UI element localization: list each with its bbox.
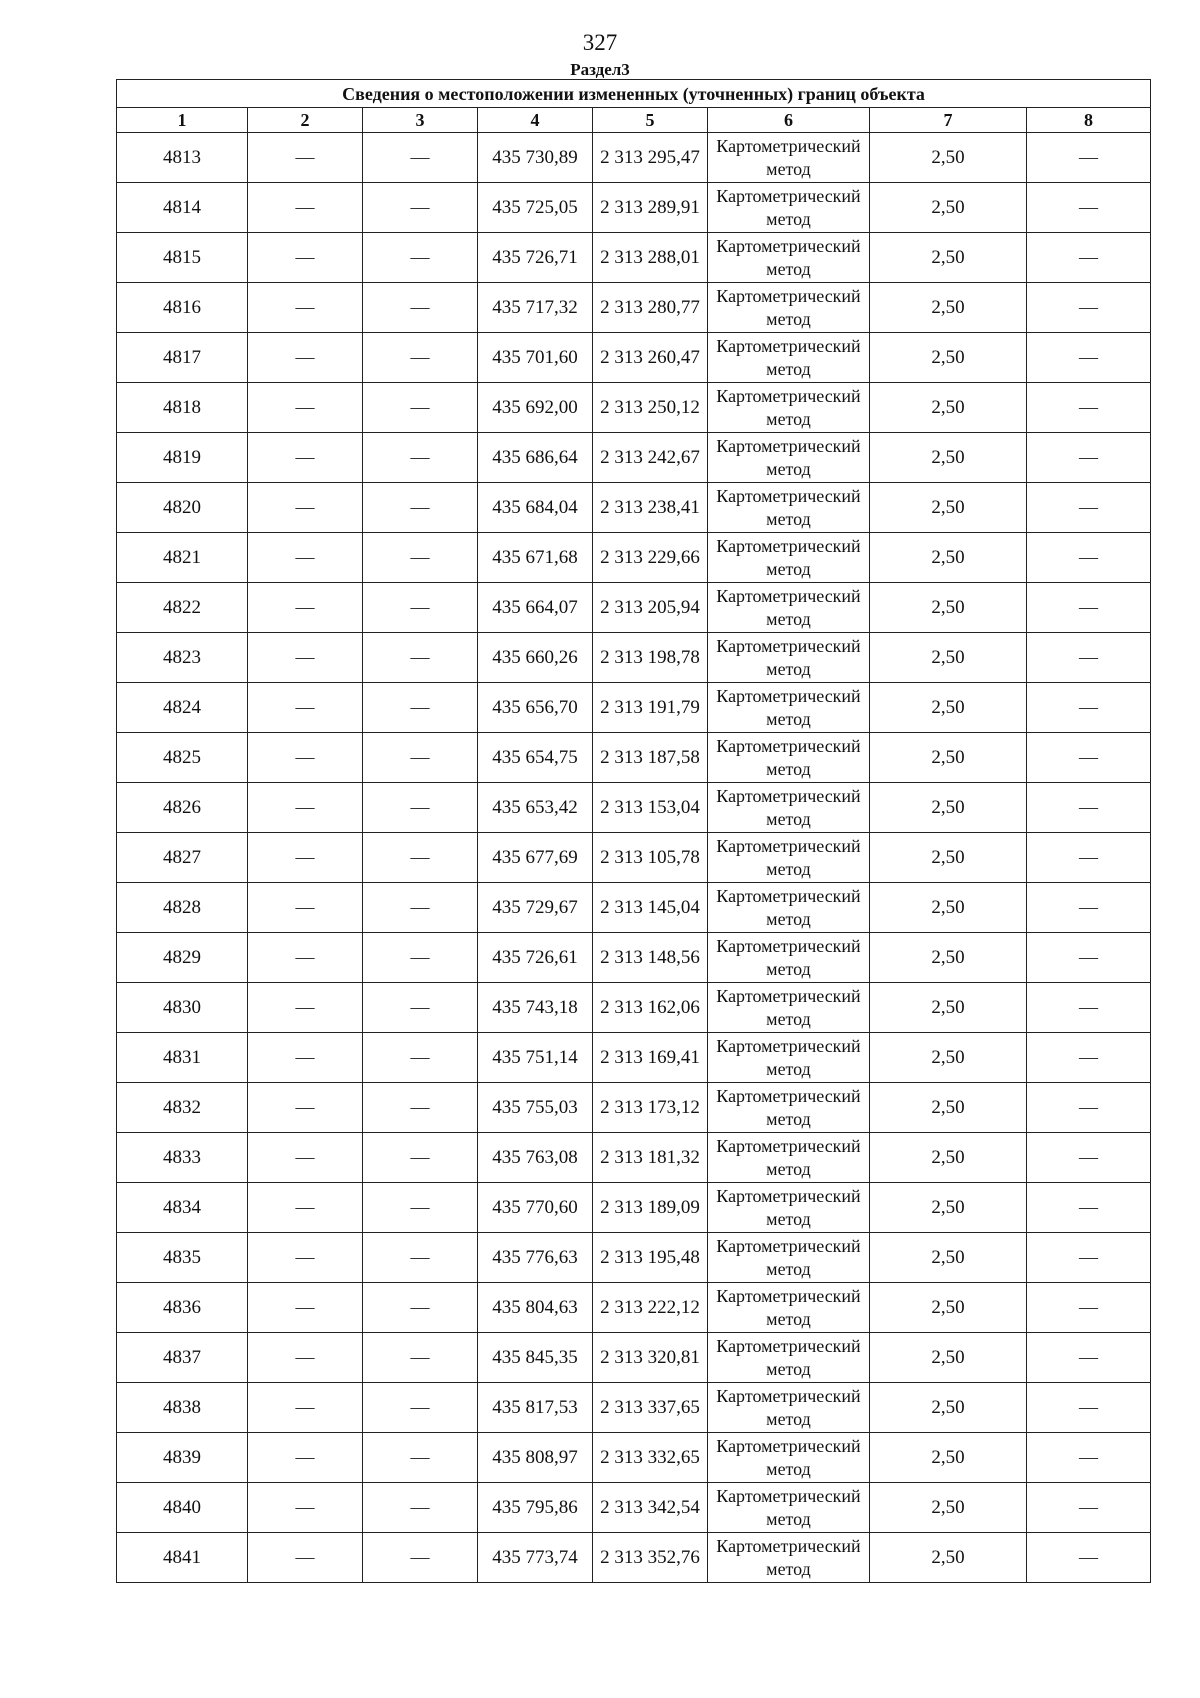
table-row bbox=[117, 183, 1151, 233]
coord-x-cell: 435 776,63 bbox=[478, 1233, 593, 1283]
column-number-1: 1 bbox=[117, 108, 248, 133]
method-cell: Картометрический метод bbox=[708, 833, 870, 883]
coord-y-cell: 2 313 148,56 bbox=[593, 933, 708, 983]
col-3-cell: — bbox=[363, 733, 478, 783]
coord-y-cell: 2 313 242,67 bbox=[593, 433, 708, 483]
col-3-cell: — bbox=[363, 983, 478, 1033]
col-8-cell: — bbox=[1027, 1083, 1151, 1133]
col-8-cell: — bbox=[1027, 583, 1151, 633]
col-3-cell: — bbox=[363, 533, 478, 583]
col-3-cell: — bbox=[363, 1533, 478, 1583]
point-number-cell: 4841 bbox=[117, 1533, 248, 1583]
col-3-cell: — bbox=[363, 1133, 478, 1183]
col-3-cell: — bbox=[363, 833, 478, 883]
col-3-cell: — bbox=[363, 1483, 478, 1533]
coord-y-cell: 2 313 342,54 bbox=[593, 1483, 708, 1533]
column-number-5: 5 bbox=[593, 108, 708, 133]
table-row bbox=[117, 833, 1151, 883]
table-row bbox=[117, 1533, 1151, 1583]
precision-cell: 2,50 bbox=[870, 983, 1027, 1033]
coord-x-cell: 435 726,61 bbox=[478, 933, 593, 983]
coord-x-cell: 435 845,35 bbox=[478, 1333, 593, 1383]
precision-cell: 2,50 bbox=[870, 1433, 1027, 1483]
table-row bbox=[117, 583, 1151, 633]
coord-x-cell: 435 770,60 bbox=[478, 1183, 593, 1233]
col-2-cell: — bbox=[248, 783, 363, 833]
coord-y-cell: 2 313 288,01 bbox=[593, 233, 708, 283]
col-2-cell: — bbox=[248, 1233, 363, 1283]
col-2-cell: — bbox=[248, 533, 363, 583]
point-number-cell: 4834 bbox=[117, 1183, 248, 1233]
point-number-cell: 4826 bbox=[117, 783, 248, 833]
col-8-cell: — bbox=[1027, 733, 1151, 783]
table-row bbox=[117, 633, 1151, 683]
table-row bbox=[117, 533, 1151, 583]
coord-y-cell: 2 313 205,94 bbox=[593, 583, 708, 633]
coord-x-cell: 435 654,75 bbox=[478, 733, 593, 783]
col-2-cell: — bbox=[248, 683, 363, 733]
col-2-cell: — bbox=[248, 483, 363, 533]
col-3-cell: — bbox=[363, 1233, 478, 1283]
point-number-cell: 4819 bbox=[117, 433, 248, 483]
col-2-cell: — bbox=[248, 833, 363, 883]
point-number-cell: 4829 bbox=[117, 933, 248, 983]
coord-y-cell: 2 313 332,65 bbox=[593, 1433, 708, 1483]
col-2-cell: — bbox=[248, 633, 363, 683]
col-2-cell: — bbox=[248, 283, 363, 333]
coord-y-cell: 2 313 153,04 bbox=[593, 783, 708, 833]
precision-cell: 2,50 bbox=[870, 483, 1027, 533]
table-row bbox=[117, 1433, 1151, 1483]
coord-x-cell: 435 804,63 bbox=[478, 1283, 593, 1333]
col-8-cell: — bbox=[1027, 333, 1151, 383]
table-row bbox=[117, 1033, 1151, 1083]
precision-cell: 2,50 bbox=[870, 633, 1027, 683]
coord-x-cell: 435 743,18 bbox=[478, 983, 593, 1033]
coord-x-cell: 435 656,70 bbox=[478, 683, 593, 733]
point-number-cell: 4827 bbox=[117, 833, 248, 883]
column-number-2: 2 bbox=[248, 108, 363, 133]
coord-y-cell: 2 313 169,41 bbox=[593, 1033, 708, 1083]
method-cell: Картометрический метод bbox=[708, 1333, 870, 1383]
coord-y-cell: 2 313 187,58 bbox=[593, 733, 708, 783]
coord-x-cell: 435 725,05 bbox=[478, 183, 593, 233]
coord-y-cell: 2 313 352,76 bbox=[593, 1533, 708, 1583]
col-2-cell: — bbox=[248, 1383, 363, 1433]
method-cell: Картометрический метод bbox=[708, 283, 870, 333]
table-row bbox=[117, 383, 1151, 433]
table-row bbox=[117, 1333, 1151, 1383]
col-3-cell: — bbox=[363, 283, 478, 333]
col-8-cell: — bbox=[1027, 383, 1151, 433]
method-cell: Картометрический метод bbox=[708, 933, 870, 983]
coord-x-cell: 435 664,07 bbox=[478, 583, 593, 633]
point-number-cell: 4838 bbox=[117, 1383, 248, 1433]
precision-cell: 2,50 bbox=[870, 333, 1027, 383]
col-8-cell: — bbox=[1027, 1433, 1151, 1483]
coord-x-cell: 435 808,97 bbox=[478, 1433, 593, 1483]
col-3-cell: — bbox=[363, 1183, 478, 1233]
col-8-cell: — bbox=[1027, 433, 1151, 483]
precision-cell: 2,50 bbox=[870, 383, 1027, 433]
col-3-cell: — bbox=[363, 1283, 478, 1333]
point-number-cell: 4830 bbox=[117, 983, 248, 1033]
point-number-cell: 4828 bbox=[117, 883, 248, 933]
point-number-cell: 4814 bbox=[117, 183, 248, 233]
precision-cell: 2,50 bbox=[870, 183, 1027, 233]
col-8-cell: — bbox=[1027, 533, 1151, 583]
precision-cell: 2,50 bbox=[870, 1083, 1027, 1133]
point-number-cell: 4816 bbox=[117, 283, 248, 333]
col-8-cell: — bbox=[1027, 183, 1151, 233]
col-3-cell: — bbox=[363, 1083, 478, 1133]
col-3-cell: — bbox=[363, 883, 478, 933]
precision-cell: 2,50 bbox=[870, 1133, 1027, 1183]
col-2-cell: — bbox=[248, 233, 363, 283]
precision-cell: 2,50 bbox=[870, 733, 1027, 783]
method-cell: Картометрический метод bbox=[708, 633, 870, 683]
table-row bbox=[117, 483, 1151, 533]
coord-x-cell: 435 671,68 bbox=[478, 533, 593, 583]
precision-cell: 2,50 bbox=[870, 283, 1027, 333]
col-2-cell: — bbox=[248, 433, 363, 483]
table-caption: Сведения о местоположении измененных (уточненных) границ объекта bbox=[117, 80, 1151, 108]
col-3-cell: — bbox=[363, 1433, 478, 1483]
coord-x-cell: 435 755,03 bbox=[478, 1083, 593, 1133]
coord-x-cell: 435 730,89 bbox=[478, 133, 593, 183]
col-8-cell: — bbox=[1027, 633, 1151, 683]
col-3-cell: — bbox=[363, 233, 478, 283]
precision-cell: 2,50 bbox=[870, 583, 1027, 633]
table-row bbox=[117, 1083, 1151, 1133]
col-8-cell: — bbox=[1027, 233, 1151, 283]
coord-y-cell: 2 313 337,65 bbox=[593, 1383, 708, 1433]
col-3-cell: — bbox=[363, 133, 478, 183]
coord-x-cell: 435 717,32 bbox=[478, 283, 593, 333]
method-cell: Картометрический метод bbox=[708, 233, 870, 283]
precision-cell: 2,50 bbox=[870, 233, 1027, 283]
col-3-cell: — bbox=[363, 933, 478, 983]
col-3-cell: — bbox=[363, 583, 478, 633]
col-2-cell: — bbox=[248, 1533, 363, 1583]
coord-y-cell: 2 313 295,47 bbox=[593, 133, 708, 183]
method-cell: Картометрический метод bbox=[708, 1083, 870, 1133]
point-number-cell: 4840 bbox=[117, 1483, 248, 1533]
precision-cell: 2,50 bbox=[870, 1183, 1027, 1233]
precision-cell: 2,50 bbox=[870, 533, 1027, 583]
table-row bbox=[117, 333, 1151, 383]
coord-y-cell: 2 313 289,91 bbox=[593, 183, 708, 233]
col-2-cell: — bbox=[248, 1333, 363, 1383]
col-3-cell: — bbox=[363, 783, 478, 833]
table-body bbox=[117, 133, 1151, 1583]
coord-x-cell: 435 701,60 bbox=[478, 333, 593, 383]
col-3-cell: — bbox=[363, 633, 478, 683]
col-8-cell: — bbox=[1027, 1283, 1151, 1333]
col-8-cell: — bbox=[1027, 883, 1151, 933]
coord-x-cell: 435 751,14 bbox=[478, 1033, 593, 1083]
table-row bbox=[117, 1283, 1151, 1333]
column-number-6: 6 bbox=[708, 108, 870, 133]
method-cell: Картометрический метод bbox=[708, 683, 870, 733]
col-8-cell: — bbox=[1027, 1333, 1151, 1383]
method-cell: Картометрический метод bbox=[708, 133, 870, 183]
precision-cell: 2,50 bbox=[870, 683, 1027, 733]
point-number-cell: 4821 bbox=[117, 533, 248, 583]
method-cell: Картометрический метод bbox=[708, 533, 870, 583]
method-cell: Картометрический метод bbox=[708, 1233, 870, 1283]
col-8-cell: — bbox=[1027, 1483, 1151, 1533]
table-row bbox=[117, 783, 1151, 833]
col-2-cell: — bbox=[248, 1133, 363, 1183]
method-cell: Картометрический метод bbox=[708, 783, 870, 833]
point-number-cell: 4831 bbox=[117, 1033, 248, 1083]
col-2-cell: — bbox=[248, 333, 363, 383]
table-row bbox=[117, 933, 1151, 983]
point-number-cell: 4815 bbox=[117, 233, 248, 283]
method-cell: Картометрический метод bbox=[708, 1183, 870, 1233]
col-8-cell: — bbox=[1027, 1383, 1151, 1433]
col-2-cell: — bbox=[248, 1283, 363, 1333]
method-cell: Картометрический метод bbox=[708, 333, 870, 383]
col-8-cell: — bbox=[1027, 833, 1151, 883]
table-row bbox=[117, 1483, 1151, 1533]
coord-y-cell: 2 313 250,12 bbox=[593, 383, 708, 433]
coord-y-cell: 2 313 173,12 bbox=[593, 1083, 708, 1133]
col-3-cell: — bbox=[363, 383, 478, 433]
coord-y-cell: 2 313 198,78 bbox=[593, 633, 708, 683]
point-number-cell: 4817 bbox=[117, 333, 248, 383]
col-3-cell: — bbox=[363, 1033, 478, 1083]
col-8-cell: — bbox=[1027, 783, 1151, 833]
coord-y-cell: 2 313 189,09 bbox=[593, 1183, 708, 1233]
column-number-4: 4 bbox=[478, 108, 593, 133]
precision-cell: 2,50 bbox=[870, 1483, 1027, 1533]
coord-y-cell: 2 313 222,12 bbox=[593, 1283, 708, 1333]
coord-y-cell: 2 313 260,47 bbox=[593, 333, 708, 383]
col-3-cell: — bbox=[363, 1333, 478, 1383]
point-number-cell: 4813 bbox=[117, 133, 248, 183]
precision-cell: 2,50 bbox=[870, 1283, 1027, 1333]
point-number-cell: 4822 bbox=[117, 583, 248, 633]
method-cell: Картометрический метод bbox=[708, 1283, 870, 1333]
col-2-cell: — bbox=[248, 583, 363, 633]
table-row bbox=[117, 683, 1151, 733]
col-3-cell: — bbox=[363, 183, 478, 233]
coord-x-cell: 435 660,26 bbox=[478, 633, 593, 683]
col-2-cell: — bbox=[248, 1433, 363, 1483]
precision-cell: 2,50 bbox=[870, 1033, 1027, 1083]
coord-y-cell: 2 313 238,41 bbox=[593, 483, 708, 533]
coord-x-cell: 435 653,42 bbox=[478, 783, 593, 833]
point-number-cell: 4832 bbox=[117, 1083, 248, 1133]
column-number-7: 7 bbox=[870, 108, 1027, 133]
precision-cell: 2,50 bbox=[870, 1383, 1027, 1433]
col-2-cell: — bbox=[248, 983, 363, 1033]
method-cell: Картометрический метод bbox=[708, 883, 870, 933]
coord-x-cell: 435 684,04 bbox=[478, 483, 593, 533]
col-2-cell: — bbox=[248, 183, 363, 233]
column-number-8: 8 bbox=[1027, 108, 1151, 133]
precision-cell: 2,50 bbox=[870, 833, 1027, 883]
coord-x-cell: 435 817,53 bbox=[478, 1383, 593, 1433]
col-8-cell: — bbox=[1027, 283, 1151, 333]
coord-y-cell: 2 313 229,66 bbox=[593, 533, 708, 583]
col-3-cell: — bbox=[363, 433, 478, 483]
point-number-cell: 4820 bbox=[117, 483, 248, 533]
precision-cell: 2,50 bbox=[870, 933, 1027, 983]
point-number-cell: 4837 bbox=[117, 1333, 248, 1383]
coord-y-cell: 2 313 191,79 bbox=[593, 683, 708, 733]
table-row bbox=[117, 433, 1151, 483]
table-row bbox=[117, 1233, 1151, 1283]
table-row bbox=[117, 983, 1151, 1033]
point-number-cell: 4833 bbox=[117, 1133, 248, 1183]
coord-y-cell: 2 313 145,04 bbox=[593, 883, 708, 933]
col-3-cell: — bbox=[363, 333, 478, 383]
coord-x-cell: 435 686,64 bbox=[478, 433, 593, 483]
coord-x-cell: 435 773,74 bbox=[478, 1533, 593, 1583]
method-cell: Картометрический метод bbox=[708, 433, 870, 483]
coord-x-cell: 435 795,86 bbox=[478, 1483, 593, 1533]
col-2-cell: — bbox=[248, 733, 363, 783]
coord-y-cell: 2 313 195,48 bbox=[593, 1233, 708, 1283]
col-2-cell: — bbox=[248, 933, 363, 983]
col-3-cell: — bbox=[363, 683, 478, 733]
method-cell: Картометрический метод bbox=[708, 583, 870, 633]
precision-cell: 2,50 bbox=[870, 1533, 1027, 1583]
table-row bbox=[117, 883, 1151, 933]
coord-x-cell: 435 692,00 bbox=[478, 383, 593, 433]
col-2-cell: — bbox=[248, 883, 363, 933]
col-2-cell: — bbox=[248, 1083, 363, 1133]
col-8-cell: — bbox=[1027, 1533, 1151, 1583]
coord-x-cell: 435 677,69 bbox=[478, 833, 593, 883]
point-number-cell: 4824 bbox=[117, 683, 248, 733]
point-number-cell: 4825 bbox=[117, 733, 248, 783]
coord-y-cell: 2 313 105,78 bbox=[593, 833, 708, 883]
coord-y-cell: 2 313 320,81 bbox=[593, 1333, 708, 1383]
method-cell: Картометрический метод bbox=[708, 1533, 870, 1583]
coord-y-cell: 2 313 162,06 bbox=[593, 983, 708, 1033]
col-8-cell: — bbox=[1027, 983, 1151, 1033]
method-cell: Картометрический метод bbox=[708, 1033, 870, 1083]
section-title: Раздел3 bbox=[570, 60, 630, 79]
col-8-cell: — bbox=[1027, 483, 1151, 533]
coord-x-cell: 435 729,67 bbox=[478, 883, 593, 933]
col-3-cell: — bbox=[363, 1383, 478, 1433]
col-8-cell: — bbox=[1027, 1233, 1151, 1283]
point-number-cell: 4818 bbox=[117, 383, 248, 433]
coord-x-cell: 435 763,08 bbox=[478, 1133, 593, 1183]
point-number-cell: 4836 bbox=[117, 1283, 248, 1333]
col-2-cell: — bbox=[248, 383, 363, 433]
col-2-cell: — bbox=[248, 133, 363, 183]
precision-cell: 2,50 bbox=[870, 133, 1027, 183]
table-row bbox=[117, 283, 1151, 333]
method-cell: Картометрический метод bbox=[708, 1133, 870, 1183]
precision-cell: 2,50 bbox=[870, 1233, 1027, 1283]
table-row bbox=[117, 1133, 1151, 1183]
precision-cell: 2,50 bbox=[870, 883, 1027, 933]
method-cell: Картометрический метод bbox=[708, 1433, 870, 1483]
column-number-3: 3 bbox=[363, 108, 478, 133]
method-cell: Картометрический метод bbox=[708, 1383, 870, 1433]
table-row bbox=[117, 133, 1151, 183]
method-cell: Картометрический метод bbox=[708, 183, 870, 233]
col-3-cell: — bbox=[363, 483, 478, 533]
col-8-cell: — bbox=[1027, 933, 1151, 983]
table-row bbox=[117, 733, 1151, 783]
col-8-cell: — bbox=[1027, 683, 1151, 733]
point-number-cell: 4823 bbox=[117, 633, 248, 683]
coord-y-cell: 2 313 181,32 bbox=[593, 1133, 708, 1183]
col-8-cell: — bbox=[1027, 1133, 1151, 1183]
precision-cell: 2,50 bbox=[870, 433, 1027, 483]
method-cell: Картометрический метод bbox=[708, 733, 870, 783]
page-number: 327 bbox=[582, 30, 618, 55]
col-8-cell: — bbox=[1027, 1183, 1151, 1233]
method-cell: Картометрический метод bbox=[708, 1483, 870, 1533]
column-number-row bbox=[117, 108, 1151, 133]
method-cell: Картометрический метод bbox=[708, 983, 870, 1033]
coord-y-cell: 2 313 280,77 bbox=[593, 283, 708, 333]
method-cell: Картометрический метод bbox=[708, 483, 870, 533]
precision-cell: 2,50 bbox=[870, 783, 1027, 833]
col-2-cell: — bbox=[248, 1183, 363, 1233]
precision-cell: 2,50 bbox=[870, 1333, 1027, 1383]
point-number-cell: 4839 bbox=[117, 1433, 248, 1483]
table-row bbox=[117, 1183, 1151, 1233]
table-row bbox=[117, 233, 1151, 283]
col-8-cell: — bbox=[1027, 1033, 1151, 1083]
col-8-cell: — bbox=[1027, 133, 1151, 183]
coord-x-cell: 435 726,71 bbox=[478, 233, 593, 283]
point-number-cell: 4835 bbox=[117, 1233, 248, 1283]
col-2-cell: — bbox=[248, 1033, 363, 1083]
table-row bbox=[117, 1383, 1151, 1433]
method-cell: Картометрический метод bbox=[708, 383, 870, 433]
boundary-coordinates-table bbox=[116, 79, 1151, 1583]
col-2-cell: — bbox=[248, 1483, 363, 1533]
